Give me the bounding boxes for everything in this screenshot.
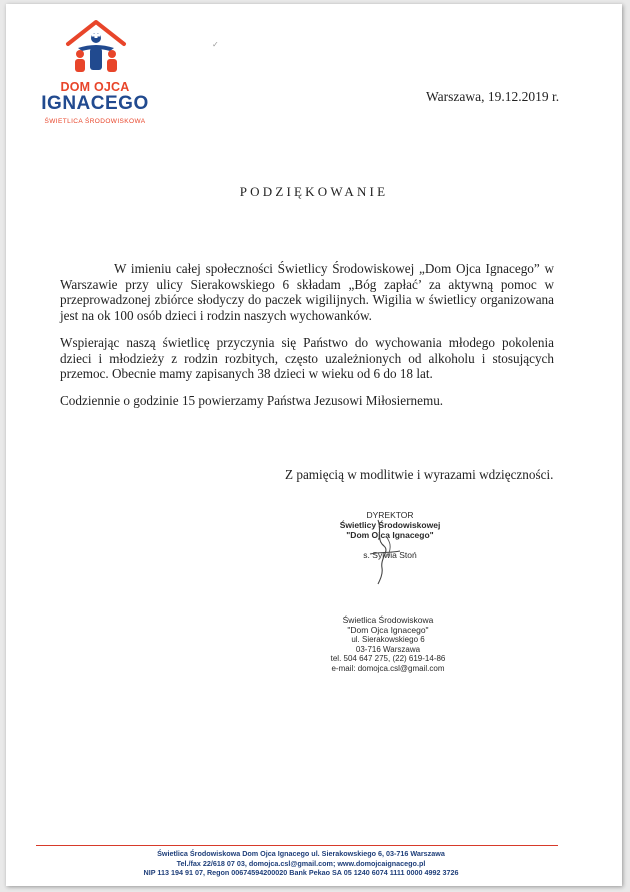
letter-page — [6, 4, 622, 886]
footer-line-1: Świetlica Środowiskowa Dom Ojca Ignacego ul. Sierakowskiego 6, 03-716 Warszawa — [157, 849, 445, 858]
stamp-line-6: e-mail: domojca.csl@gmail.com — [331, 663, 445, 673]
logo-text-main: IGNACEGO — [41, 93, 149, 114]
logo-text-top: DOM OJCA — [60, 80, 130, 94]
director-org-1: Świetlicy Środowiskowej — [339, 520, 441, 530]
logo — [40, 18, 158, 128]
footer-line-3: NIP 113 194 91 07, Regon 00674594200020 Bank Pekao SA 05 1240 6074 1111 0000 4992 3726 — [143, 868, 459, 878]
paragraph-2: Wspierając naszą świetlicę przyczynia się Państwo do wychowania młodego pokolenia dzieci i młodzieży z rodzin rozbitych, często uzależnionych od alkoholu i stosujących przemoc. Obecnie mamy zapisanych 38 dzieci w wieku od 6 do 18 lat. — [60, 334, 554, 382]
director-role: DYREKTOR — [366, 510, 414, 520]
logo-text-sub: ŚWIETLICA ŚRODOWISKOWA — [44, 118, 146, 125]
footer-divider — [36, 845, 558, 846]
stamp-line-5: tel. 504 647 275, (22) 619-14-86 — [330, 654, 446, 664]
stamp-line-2: "Dom Ojca Ignacego" — [347, 624, 429, 635]
stamp-line-3: ul. Sierakowskiego 6 — [351, 635, 425, 645]
director-org-2: "Dom Ojca Ignacego" — [346, 530, 434, 540]
letter-date: Warszawa, 19.12.2019 r. — [426, 89, 560, 104]
scan-mark: ✓ — [212, 40, 219, 49]
letter-body — [60, 261, 554, 420]
stamp-line-4: 03-716 Warszawa — [355, 644, 421, 654]
director-name: s. Sylwia Stoń — [363, 550, 417, 560]
letter-title: PODZIĘKOWANIE — [239, 184, 389, 199]
organization-stamp — [324, 616, 452, 674]
footer-line-2: Tel./fax 22/618 07 03, domojca.csl@gmail.com; www.domojcaignacego.pl — [176, 858, 426, 868]
stamp-line-1: Świetlica Środowiskowa — [342, 615, 434, 625]
closing-line: Z pamięcią w modlitwie i wyrazami wdzięczności. — [285, 467, 554, 482]
paragraph-1: W imieniu całej społeczności Świetlicy Środowiskowej „Dom Ojca Ignacego” w Warszawie przy ulicy Sierakowskiego 6 składam „Bóg zapłać’ za aktywną pomoc w przeprowadzonej zbiórce słodyczy do paczek wigilijnych. Wigilia w świetlicy organizowana jest na ok 100 osób dzieci i rodzin naszych wychowanków. — [60, 261, 554, 324]
handwritten-signature — [356, 516, 416, 586]
house-family-cross-icon — [64, 18, 128, 80]
footer — [66, 849, 536, 878]
paragraph-3: Codziennie o godzinie 15 powierzamy Państwa Jezusowi Miłosiernemu. — [60, 392, 444, 408]
